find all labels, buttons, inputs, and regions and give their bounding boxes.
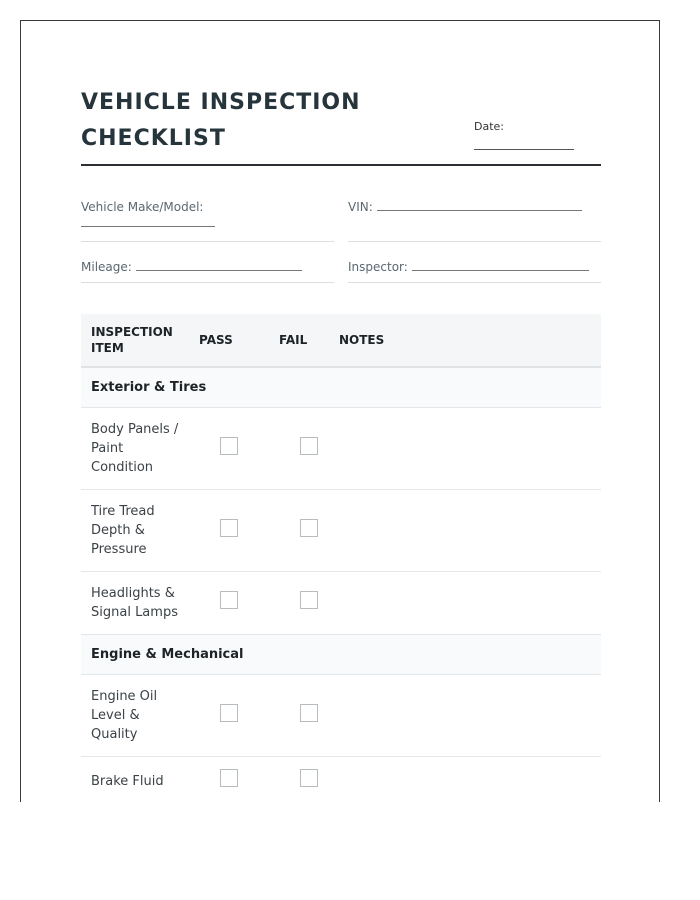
table-row xyxy=(81,675,601,757)
date-blank-line[interactable] xyxy=(474,137,574,150)
table-row xyxy=(81,490,601,572)
item-label: Headlights & Signal Lamps xyxy=(81,572,189,635)
column-header-item-line-2: ITEM xyxy=(91,341,124,355)
document-title xyxy=(81,85,381,157)
item-label: Brake Fluid xyxy=(81,757,189,803)
checklist-sheet xyxy=(20,20,660,802)
fail-cell xyxy=(269,408,329,490)
column-header-notes: NOTES xyxy=(329,314,601,367)
pass-cell xyxy=(189,675,269,757)
table-row xyxy=(81,757,601,803)
pass-checkbox[interactable] xyxy=(220,437,238,455)
mileage-label: Mileage: xyxy=(81,260,132,274)
fail-checkbox[interactable] xyxy=(300,591,318,609)
vin-blank-line[interactable] xyxy=(377,198,582,211)
fail-cell xyxy=(269,757,329,803)
inspector-field[interactable] xyxy=(348,256,601,283)
inspection-table xyxy=(81,314,601,802)
vehicle-info-fields xyxy=(81,166,601,314)
notes-cell[interactable] xyxy=(329,408,601,490)
pass-cell xyxy=(189,490,269,572)
vin-label: VIN: xyxy=(348,200,373,214)
notes-cell[interactable] xyxy=(329,490,601,572)
fail-checkbox[interactable] xyxy=(300,519,318,537)
mileage-field[interactable] xyxy=(81,256,334,283)
column-header-item-line-1: INSPECTION xyxy=(91,325,173,339)
item-label: Tire Tread Depth & Pressure xyxy=(81,490,189,572)
inspector-label: Inspector: xyxy=(348,260,408,274)
title-line-1: VEHICLE INSPECTION xyxy=(81,90,361,115)
inspector-blank-line[interactable] xyxy=(412,258,589,271)
make-model-label: Vehicle Make/Model: xyxy=(81,200,204,214)
pass-checkbox[interactable] xyxy=(220,704,238,722)
make-model-field[interactable] xyxy=(81,196,334,242)
table-row xyxy=(81,572,601,635)
notes-cell[interactable] xyxy=(329,757,601,803)
title-line-2: CHECKLIST xyxy=(81,126,226,151)
section-row-engine xyxy=(81,635,601,675)
vin-field[interactable] xyxy=(348,196,601,242)
fail-checkbox[interactable] xyxy=(300,704,318,722)
notes-cell[interactable] xyxy=(329,675,601,757)
date-label: Date: xyxy=(474,120,504,133)
column-header-item xyxy=(81,314,189,367)
notes-cell[interactable] xyxy=(329,572,601,635)
pass-cell xyxy=(189,408,269,490)
make-model-blank-line[interactable] xyxy=(81,214,215,227)
fail-cell xyxy=(269,490,329,572)
fail-cell xyxy=(269,572,329,635)
fail-checkbox[interactable] xyxy=(300,769,318,787)
section-row-exterior xyxy=(81,367,601,408)
section-title: Exterior & Tires xyxy=(81,367,601,408)
date-field[interactable] xyxy=(474,120,574,150)
fail-cell xyxy=(269,675,329,757)
mileage-blank-line[interactable] xyxy=(136,258,302,271)
pass-cell xyxy=(189,572,269,635)
checklist-content xyxy=(81,21,601,802)
fail-checkbox[interactable] xyxy=(300,437,318,455)
table-header-row xyxy=(81,314,601,367)
column-header-fail: FAIL xyxy=(269,314,329,367)
column-header-pass: PASS xyxy=(189,314,269,367)
section-title: Engine & Mechanical xyxy=(81,635,601,675)
item-label: Engine Oil Level & Quality xyxy=(81,675,189,757)
pass-cell xyxy=(189,757,269,803)
document-header xyxy=(81,21,601,166)
pass-checkbox[interactable] xyxy=(220,519,238,537)
item-label: Body Panels / Paint Condition xyxy=(81,408,189,490)
pass-checkbox[interactable] xyxy=(220,769,238,787)
pass-checkbox[interactable] xyxy=(220,591,238,609)
table-row xyxy=(81,408,601,490)
